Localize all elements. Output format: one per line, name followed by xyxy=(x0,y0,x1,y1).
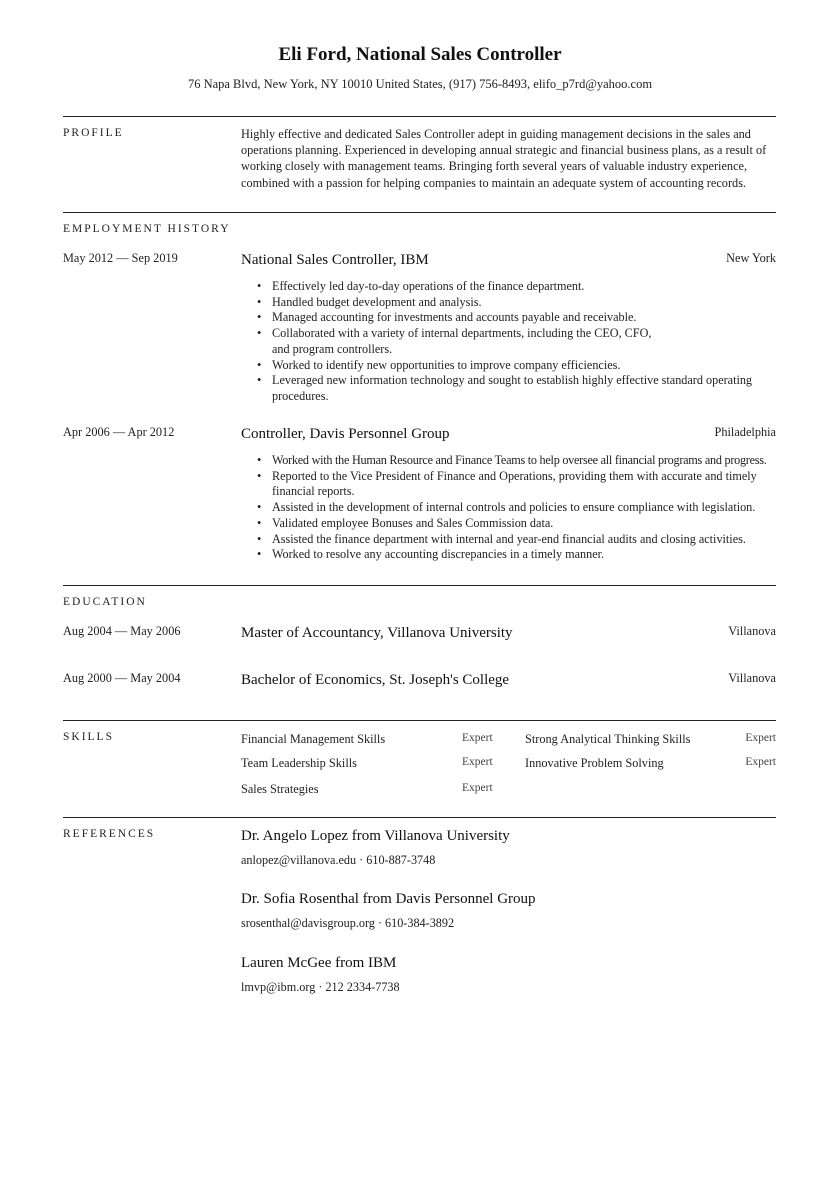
education-location: Villanova xyxy=(728,671,776,685)
skill-name: Innovative Problem Solving xyxy=(525,756,664,770)
reference-contact: srosenthal@davisgroup.org · 610-384-3892 xyxy=(241,916,455,930)
skill-level: Expert xyxy=(462,756,493,768)
bullet: • Reported to the Vice President of Finance and Operations, providing them with accurate and timely financial reports. xyxy=(241,469,776,500)
skills-section xyxy=(63,720,776,817)
education-dates: Aug 2004 — May 2006 xyxy=(63,624,181,638)
section-title: EMPLOYMENT HISTORY xyxy=(63,223,231,235)
reference-name: Dr. Angelo Lopez from Villanova University xyxy=(241,828,510,844)
reference-entry xyxy=(241,955,776,995)
profile-section xyxy=(63,116,776,212)
profile-text: Highly effective and dedicated Sales Controller adept in guiding management decisions in the sales and operations planning. Experienced in developing annual strategic and financial business plans, as a result of working closely with management teams. Bringing forth several years of valuable industry experience, combined with a passion for helping companies to maintain an adequate system of accounting records. xyxy=(241,127,767,190)
job-dates: May 2012 — Sep 2019 xyxy=(63,251,178,265)
resume-name: Eli Ford, National Sales Controller xyxy=(278,44,562,65)
contact-info: 76 Napa Blvd, New York, NY 10010 United States, (917) 756-8493, elifo_p7rd@yahoo.com xyxy=(187,77,653,91)
bullet: • Collaborated with a variety of internal departments, including the CEO, CFO, and program controllers. xyxy=(241,326,776,357)
employment-section xyxy=(63,212,776,585)
job-location: Philadelphia xyxy=(714,425,776,439)
job-dates: Apr 2006 — Apr 2012 xyxy=(63,425,175,439)
job-location: New York xyxy=(726,251,776,265)
job-bullets xyxy=(241,279,776,405)
bullet: • Worked with the Human Resource and Finance Teams to help oversee all financial programs and progress. xyxy=(241,453,776,469)
reference-contact: anlopez@villanova.edu · 610-887-3748 xyxy=(241,853,436,867)
skill-name: Sales Strategies xyxy=(241,782,319,796)
degree: Master of Accountancy, Villanova University xyxy=(241,625,513,641)
skill-level: Expert xyxy=(462,782,493,794)
section-title: SKILLS xyxy=(63,731,114,743)
reference-entry xyxy=(241,891,776,931)
education-section xyxy=(63,585,776,720)
bullet: • Effectively led day-to-day operations of the finance department. xyxy=(241,279,776,295)
education-dates: Aug 2000 — May 2004 xyxy=(63,671,181,685)
degree: Bachelor of Economics, St. Joseph's College xyxy=(241,672,510,688)
reference-name: Lauren McGee from IBM xyxy=(241,955,397,971)
job-title: National Sales Controller, IBM xyxy=(241,252,429,268)
section-title: REFERENCES xyxy=(63,828,156,840)
reference-name: Dr. Sofia Rosenthal from Davis Personnel Group xyxy=(241,891,536,907)
education-location: Villanova xyxy=(728,624,776,638)
skill-level: Expert xyxy=(462,732,493,744)
bullet: • Managed accounting for investments and accounts payable and receivable. xyxy=(241,310,776,326)
references-section xyxy=(63,817,776,1017)
bullet: • Assisted in the development of internal controls and policies to ensure compliance with legislation. xyxy=(241,500,776,516)
skill-name: Financial Management Skills xyxy=(241,732,386,746)
job-bullets xyxy=(241,453,776,563)
bullet: • Handled budget development and analysis. xyxy=(241,295,776,311)
reference-contact: lmvp@ibm.org · 212 2334-7738 xyxy=(241,980,400,994)
section-title: EDUCATION xyxy=(63,596,147,608)
skill-level: Expert xyxy=(745,732,776,744)
bullet: • Worked to identify new opportunities to improve company efficiencies. xyxy=(241,358,776,374)
skill-level: Expert xyxy=(745,756,776,768)
skill-name: Team Leadership Skills xyxy=(241,756,357,770)
reference-entry xyxy=(241,828,776,868)
bullet: • Worked to resolve any accounting discrepancies in a timely manner. xyxy=(241,547,776,563)
job-title: Controller, Davis Personnel Group xyxy=(241,426,450,442)
bullet: • Validated employee Bonuses and Sales Commission data. xyxy=(241,516,776,532)
section-title: PROFILE xyxy=(63,127,124,139)
skill-name: Strong Analytical Thinking Skills xyxy=(525,732,691,746)
bullet: • Leveraged new information technology and sought to establish highly effective standard operating procedures. xyxy=(241,373,776,404)
bullet: • Assisted the finance department with internal and year-end financial audits and closing activities. xyxy=(241,532,776,548)
